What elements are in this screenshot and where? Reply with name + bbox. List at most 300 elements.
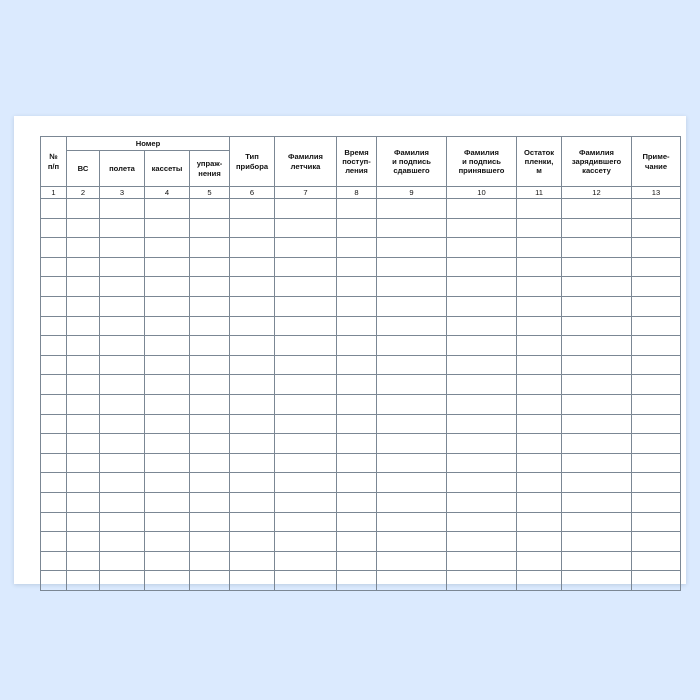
table-cell[interactable] xyxy=(337,296,377,316)
header-line: Фамилия xyxy=(579,147,614,157)
header-line: Фамилия xyxy=(288,152,323,162)
table-cell[interactable] xyxy=(230,532,275,552)
table-cell[interactable] xyxy=(145,296,190,316)
table-cell[interactable] xyxy=(100,375,145,395)
table-cell[interactable] xyxy=(100,277,145,297)
table-cell[interactable] xyxy=(632,492,681,512)
table-cell[interactable] xyxy=(517,199,562,219)
paper-sheet xyxy=(14,116,686,584)
table-cell[interactable] xyxy=(275,551,337,571)
table-cell[interactable] xyxy=(275,296,337,316)
table-cell[interactable] xyxy=(632,316,681,336)
table-cell[interactable] xyxy=(190,551,230,571)
table-cell[interactable] xyxy=(145,473,190,493)
table-cell[interactable] xyxy=(337,551,377,571)
table-cell[interactable] xyxy=(377,532,447,552)
table-cell[interactable] xyxy=(337,414,377,434)
table-cell[interactable] xyxy=(562,199,632,219)
table-cell[interactable] xyxy=(275,355,337,375)
table-cell[interactable] xyxy=(67,414,100,434)
table-cell[interactable] xyxy=(230,218,275,238)
table-cell[interactable] xyxy=(517,375,562,395)
table-cell[interactable] xyxy=(230,238,275,258)
table-cell[interactable] xyxy=(632,277,681,297)
table-cell[interactable] xyxy=(517,355,562,375)
table-cell[interactable] xyxy=(67,316,100,336)
table-cell[interactable] xyxy=(100,296,145,316)
table-cell[interactable] xyxy=(275,277,337,297)
table-cell[interactable] xyxy=(377,375,447,395)
table-cell[interactable] xyxy=(190,296,230,316)
table-cell[interactable] xyxy=(190,492,230,512)
table-cell[interactable] xyxy=(632,414,681,434)
table-cell[interactable] xyxy=(517,414,562,434)
table-row xyxy=(41,316,681,336)
table-cell[interactable] xyxy=(275,492,337,512)
table-cell[interactable] xyxy=(41,316,67,336)
table-row xyxy=(41,257,681,277)
table-cell[interactable] xyxy=(145,375,190,395)
header-line: Фамилия xyxy=(394,147,429,157)
table-cell[interactable] xyxy=(230,316,275,336)
table-cell[interactable] xyxy=(67,492,100,512)
table-cell[interactable] xyxy=(517,551,562,571)
table-cell[interactable] xyxy=(562,316,632,336)
table-cell[interactable] xyxy=(145,571,190,591)
table-cell[interactable] xyxy=(67,473,100,493)
table-cell[interactable] xyxy=(190,414,230,434)
table-cell[interactable] xyxy=(230,434,275,454)
table-cell[interactable] xyxy=(145,355,190,375)
table-cell[interactable] xyxy=(377,316,447,336)
table-cell[interactable] xyxy=(562,512,632,532)
table-cell[interactable] xyxy=(67,218,100,238)
table-cell[interactable] xyxy=(562,277,632,297)
table-cell[interactable] xyxy=(67,296,100,316)
table-cell[interactable] xyxy=(190,336,230,356)
table-cell[interactable] xyxy=(377,296,447,316)
table-cell[interactable] xyxy=(67,512,100,532)
table-cell[interactable] xyxy=(67,453,100,473)
table-cell[interactable] xyxy=(190,257,230,277)
table-cell[interactable] xyxy=(275,257,337,277)
table-cell[interactable] xyxy=(100,512,145,532)
table-cell[interactable] xyxy=(275,414,337,434)
table-cell[interactable] xyxy=(632,336,681,356)
table-row xyxy=(41,238,681,258)
table-cell[interactable] xyxy=(145,336,190,356)
table-cell[interactable] xyxy=(230,277,275,297)
table-row xyxy=(41,532,681,552)
table-cell[interactable] xyxy=(562,257,632,277)
table-cell[interactable] xyxy=(337,571,377,591)
table-cell[interactable] xyxy=(517,277,562,297)
table-cell[interactable] xyxy=(100,218,145,238)
table-cell[interactable] xyxy=(377,336,447,356)
table-cell[interactable] xyxy=(41,532,67,552)
header-cell-13 xyxy=(632,137,681,187)
table-cell[interactable] xyxy=(145,238,190,258)
table-cell[interactable] xyxy=(562,434,632,454)
table-cell[interactable] xyxy=(562,375,632,395)
header-line: и подпись xyxy=(392,156,431,166)
table-cell[interactable] xyxy=(447,336,517,356)
table-cell[interactable] xyxy=(632,375,681,395)
table-cell[interactable] xyxy=(100,394,145,414)
table-cell[interactable] xyxy=(632,257,681,277)
table-cell[interactable] xyxy=(230,512,275,532)
table-cell[interactable] xyxy=(632,355,681,375)
table-cell[interactable] xyxy=(100,453,145,473)
table-cell[interactable] xyxy=(275,571,337,591)
table-cell[interactable] xyxy=(41,414,67,434)
table-cell[interactable] xyxy=(447,257,517,277)
table-cell[interactable] xyxy=(230,355,275,375)
column-number: 4 xyxy=(145,187,190,199)
table-cell[interactable] xyxy=(447,473,517,493)
table-cell[interactable] xyxy=(632,551,681,571)
table-cell[interactable] xyxy=(230,492,275,512)
table-cell[interactable] xyxy=(562,218,632,238)
table-cell[interactable] xyxy=(41,551,67,571)
table-cell[interactable] xyxy=(337,257,377,277)
table-cell[interactable] xyxy=(377,512,447,532)
table-cell[interactable] xyxy=(447,414,517,434)
table-cell[interactable] xyxy=(230,394,275,414)
table-cell[interactable] xyxy=(41,375,67,395)
table-cell[interactable] xyxy=(41,394,67,414)
header-line: ВС xyxy=(77,163,89,173)
table-cell[interactable] xyxy=(447,218,517,238)
table-cell[interactable] xyxy=(337,238,377,258)
table-cell[interactable] xyxy=(145,257,190,277)
header-cell-3 xyxy=(100,151,145,187)
table-cell[interactable] xyxy=(230,414,275,434)
table-cell[interactable] xyxy=(145,453,190,473)
table-cell[interactable] xyxy=(562,492,632,512)
table-cell[interactable] xyxy=(377,277,447,297)
table-cell[interactable] xyxy=(67,238,100,258)
table-cell[interactable] xyxy=(100,355,145,375)
table-cell[interactable] xyxy=(337,375,377,395)
table-cell[interactable] xyxy=(230,473,275,493)
table-cell[interactable] xyxy=(67,551,100,571)
table-cell[interactable] xyxy=(562,238,632,258)
table-cell[interactable] xyxy=(517,218,562,238)
table-cell[interactable] xyxy=(41,355,67,375)
table-cell[interactable] xyxy=(632,532,681,552)
table-cell[interactable] xyxy=(190,355,230,375)
table-cell[interactable] xyxy=(67,394,100,414)
table-cell[interactable] xyxy=(377,199,447,219)
table-cell[interactable] xyxy=(562,394,632,414)
table-cell[interactable] xyxy=(41,492,67,512)
table-cell[interactable] xyxy=(632,394,681,414)
table-cell[interactable] xyxy=(100,571,145,591)
table-cell[interactable] xyxy=(517,316,562,336)
table-cell[interactable] xyxy=(447,355,517,375)
header-line: зарядившего xyxy=(571,156,622,166)
header-cell-4 xyxy=(145,151,190,187)
table-cell[interactable] xyxy=(41,218,67,238)
table-cell[interactable] xyxy=(100,336,145,356)
table-cell[interactable] xyxy=(230,375,275,395)
table-cell[interactable] xyxy=(230,336,275,356)
table-cell[interactable] xyxy=(377,414,447,434)
table-cell[interactable] xyxy=(275,238,337,258)
table-cell[interactable] xyxy=(337,512,377,532)
table-number-row xyxy=(41,187,681,199)
table-cell[interactable] xyxy=(190,571,230,591)
table-cell[interactable] xyxy=(41,434,67,454)
table-cell[interactable] xyxy=(447,492,517,512)
table-cell[interactable] xyxy=(67,257,100,277)
table-cell[interactable] xyxy=(230,453,275,473)
header-cell-1 xyxy=(41,137,67,187)
table-cell[interactable] xyxy=(41,571,67,591)
table-cell[interactable] xyxy=(337,316,377,336)
table-cell[interactable] xyxy=(517,492,562,512)
table-cell[interactable] xyxy=(447,277,517,297)
table-cell[interactable] xyxy=(275,394,337,414)
table-cell[interactable] xyxy=(517,238,562,258)
table-cell[interactable] xyxy=(377,394,447,414)
table-cell[interactable] xyxy=(447,394,517,414)
header-group-nomer: Номер xyxy=(67,137,230,151)
table-cell[interactable] xyxy=(562,551,632,571)
table-cell[interactable] xyxy=(100,551,145,571)
header-line: Тип xyxy=(245,152,259,162)
column-number: 2 xyxy=(67,187,100,199)
table-cell[interactable] xyxy=(517,453,562,473)
table-row xyxy=(41,218,681,238)
table-cell[interactable] xyxy=(447,238,517,258)
header-cell-8 xyxy=(337,137,377,187)
table-cell[interactable] xyxy=(517,434,562,454)
table-cell[interactable] xyxy=(517,336,562,356)
table-cell[interactable] xyxy=(447,512,517,532)
table-cell[interactable] xyxy=(275,434,337,454)
table-cell[interactable] xyxy=(67,355,100,375)
table-cell[interactable] xyxy=(517,571,562,591)
column-number: 7 xyxy=(275,187,337,199)
table-cell[interactable] xyxy=(275,316,337,336)
table-cell[interactable] xyxy=(337,434,377,454)
column-number: 8 xyxy=(337,187,377,199)
table-cell[interactable] xyxy=(517,257,562,277)
table-cell[interactable] xyxy=(337,336,377,356)
table-cell[interactable] xyxy=(447,199,517,219)
table-cell[interactable] xyxy=(190,316,230,336)
table-cell[interactable] xyxy=(145,512,190,532)
table-cell[interactable] xyxy=(145,199,190,219)
table-cell[interactable] xyxy=(145,218,190,238)
table-cell[interactable] xyxy=(67,571,100,591)
table-cell[interactable] xyxy=(100,473,145,493)
table-cell[interactable] xyxy=(562,473,632,493)
table-cell[interactable] xyxy=(377,257,447,277)
table-cell[interactable] xyxy=(377,571,447,591)
table-cell[interactable] xyxy=(41,199,67,219)
table-cell[interactable] xyxy=(145,414,190,434)
table-cell[interactable] xyxy=(337,199,377,219)
header-line: кассеты xyxy=(151,163,183,173)
table-cell[interactable] xyxy=(41,473,67,493)
header-line: принявшего xyxy=(458,166,505,176)
table-cell[interactable] xyxy=(190,238,230,258)
table-cell[interactable] xyxy=(230,296,275,316)
table-cell[interactable] xyxy=(337,473,377,493)
table-cell[interactable] xyxy=(447,316,517,336)
table-cell[interactable] xyxy=(447,571,517,591)
table-cell[interactable] xyxy=(562,532,632,552)
header-line: м xyxy=(536,166,542,176)
table-cell[interactable] xyxy=(632,473,681,493)
table-cell[interactable] xyxy=(562,414,632,434)
table-cell[interactable] xyxy=(100,238,145,258)
table-cell[interactable] xyxy=(145,434,190,454)
table-cell[interactable] xyxy=(275,199,337,219)
table-cell[interactable] xyxy=(562,296,632,316)
table-cell[interactable] xyxy=(562,571,632,591)
table-cell[interactable] xyxy=(632,296,681,316)
table-cell[interactable] xyxy=(337,218,377,238)
header-line: поступ- xyxy=(342,156,371,166)
table-cell[interactable] xyxy=(275,336,337,356)
table-cell[interactable] xyxy=(190,532,230,552)
table-cell[interactable] xyxy=(100,414,145,434)
table-cell[interactable] xyxy=(377,453,447,473)
table-cell[interactable] xyxy=(337,492,377,512)
header-cell-10 xyxy=(447,137,517,187)
table-cell[interactable] xyxy=(41,453,67,473)
column-number: 5 xyxy=(190,187,230,199)
header-line: полета xyxy=(109,163,135,173)
table-cell[interactable] xyxy=(337,453,377,473)
table-cell[interactable] xyxy=(632,218,681,238)
table-cell[interactable] xyxy=(517,532,562,552)
table-cell[interactable] xyxy=(190,218,230,238)
table-cell[interactable] xyxy=(377,492,447,512)
table-cell[interactable] xyxy=(100,532,145,552)
table-cell[interactable] xyxy=(632,238,681,258)
table-cell[interactable] xyxy=(41,296,67,316)
header-line: упраж- xyxy=(196,159,223,169)
table-cell[interactable] xyxy=(377,551,447,571)
table-cell[interactable] xyxy=(562,453,632,473)
table-cell[interactable] xyxy=(337,277,377,297)
table-row xyxy=(41,199,681,219)
table-cell[interactable] xyxy=(100,199,145,219)
table-cell[interactable] xyxy=(337,532,377,552)
table-cell[interactable] xyxy=(447,434,517,454)
table-cell[interactable] xyxy=(230,257,275,277)
table-cell[interactable] xyxy=(67,532,100,552)
table-cell[interactable] xyxy=(67,375,100,395)
table-cell[interactable] xyxy=(190,375,230,395)
table-cell[interactable] xyxy=(377,238,447,258)
table-cell[interactable] xyxy=(517,473,562,493)
header-line: Приме- xyxy=(642,152,670,162)
table-cell[interactable] xyxy=(100,492,145,512)
table-cell[interactable] xyxy=(41,238,67,258)
table-cell[interactable] xyxy=(145,532,190,552)
table-cell[interactable] xyxy=(517,394,562,414)
table-cell[interactable] xyxy=(275,453,337,473)
table-cell[interactable] xyxy=(377,473,447,493)
table-cell[interactable] xyxy=(275,532,337,552)
table-cell[interactable] xyxy=(190,434,230,454)
table-header-row-top xyxy=(41,137,681,151)
table-cell[interactable] xyxy=(190,512,230,532)
table-cell[interactable] xyxy=(67,277,100,297)
table-cell[interactable] xyxy=(377,434,447,454)
table-cell[interactable] xyxy=(517,512,562,532)
table-cell[interactable] xyxy=(145,492,190,512)
table-cell[interactable] xyxy=(190,473,230,493)
table-cell[interactable] xyxy=(632,434,681,454)
table-cell[interactable] xyxy=(230,199,275,219)
header-cell-6 xyxy=(230,137,275,187)
table-cell[interactable] xyxy=(447,375,517,395)
table-cell[interactable] xyxy=(562,336,632,356)
table-cell[interactable] xyxy=(632,512,681,532)
table-cell[interactable] xyxy=(100,316,145,336)
table-cell[interactable] xyxy=(67,199,100,219)
table-cell[interactable] xyxy=(41,257,67,277)
table-cell[interactable] xyxy=(190,277,230,297)
table-cell[interactable] xyxy=(41,512,67,532)
table-cell[interactable] xyxy=(41,336,67,356)
table-cell[interactable] xyxy=(190,199,230,219)
table-cell[interactable] xyxy=(190,394,230,414)
table-cell[interactable] xyxy=(145,316,190,336)
table-cell[interactable] xyxy=(632,199,681,219)
table-cell[interactable] xyxy=(275,473,337,493)
table-cell[interactable] xyxy=(275,375,337,395)
table-cell[interactable] xyxy=(145,277,190,297)
table-cell[interactable] xyxy=(447,296,517,316)
table-cell[interactable] xyxy=(337,394,377,414)
table-cell[interactable] xyxy=(230,551,275,571)
table-cell[interactable] xyxy=(67,336,100,356)
header-line: ления xyxy=(345,166,368,176)
table-cell[interactable] xyxy=(377,355,447,375)
table-cell[interactable] xyxy=(275,218,337,238)
table-cell[interactable] xyxy=(447,532,517,552)
table-cell[interactable] xyxy=(632,453,681,473)
table-cell[interactable] xyxy=(562,355,632,375)
table-cell[interactable] xyxy=(145,551,190,571)
column-number: 10 xyxy=(447,187,517,199)
table-cell[interactable] xyxy=(100,434,145,454)
table-cell[interactable] xyxy=(632,571,681,591)
table-cell[interactable] xyxy=(100,257,145,277)
table-row xyxy=(41,414,681,434)
table-cell[interactable] xyxy=(337,355,377,375)
table-cell[interactable] xyxy=(517,296,562,316)
table-cell[interactable] xyxy=(275,512,337,532)
table-cell[interactable] xyxy=(447,453,517,473)
table-cell[interactable] xyxy=(145,394,190,414)
table-cell[interactable] xyxy=(67,434,100,454)
table-cell[interactable] xyxy=(41,277,67,297)
table-cell[interactable] xyxy=(377,218,447,238)
table-cell[interactable] xyxy=(230,571,275,591)
table-cell[interactable] xyxy=(447,551,517,571)
header-line: п/п xyxy=(47,161,60,171)
table-cell[interactable] xyxy=(190,453,230,473)
